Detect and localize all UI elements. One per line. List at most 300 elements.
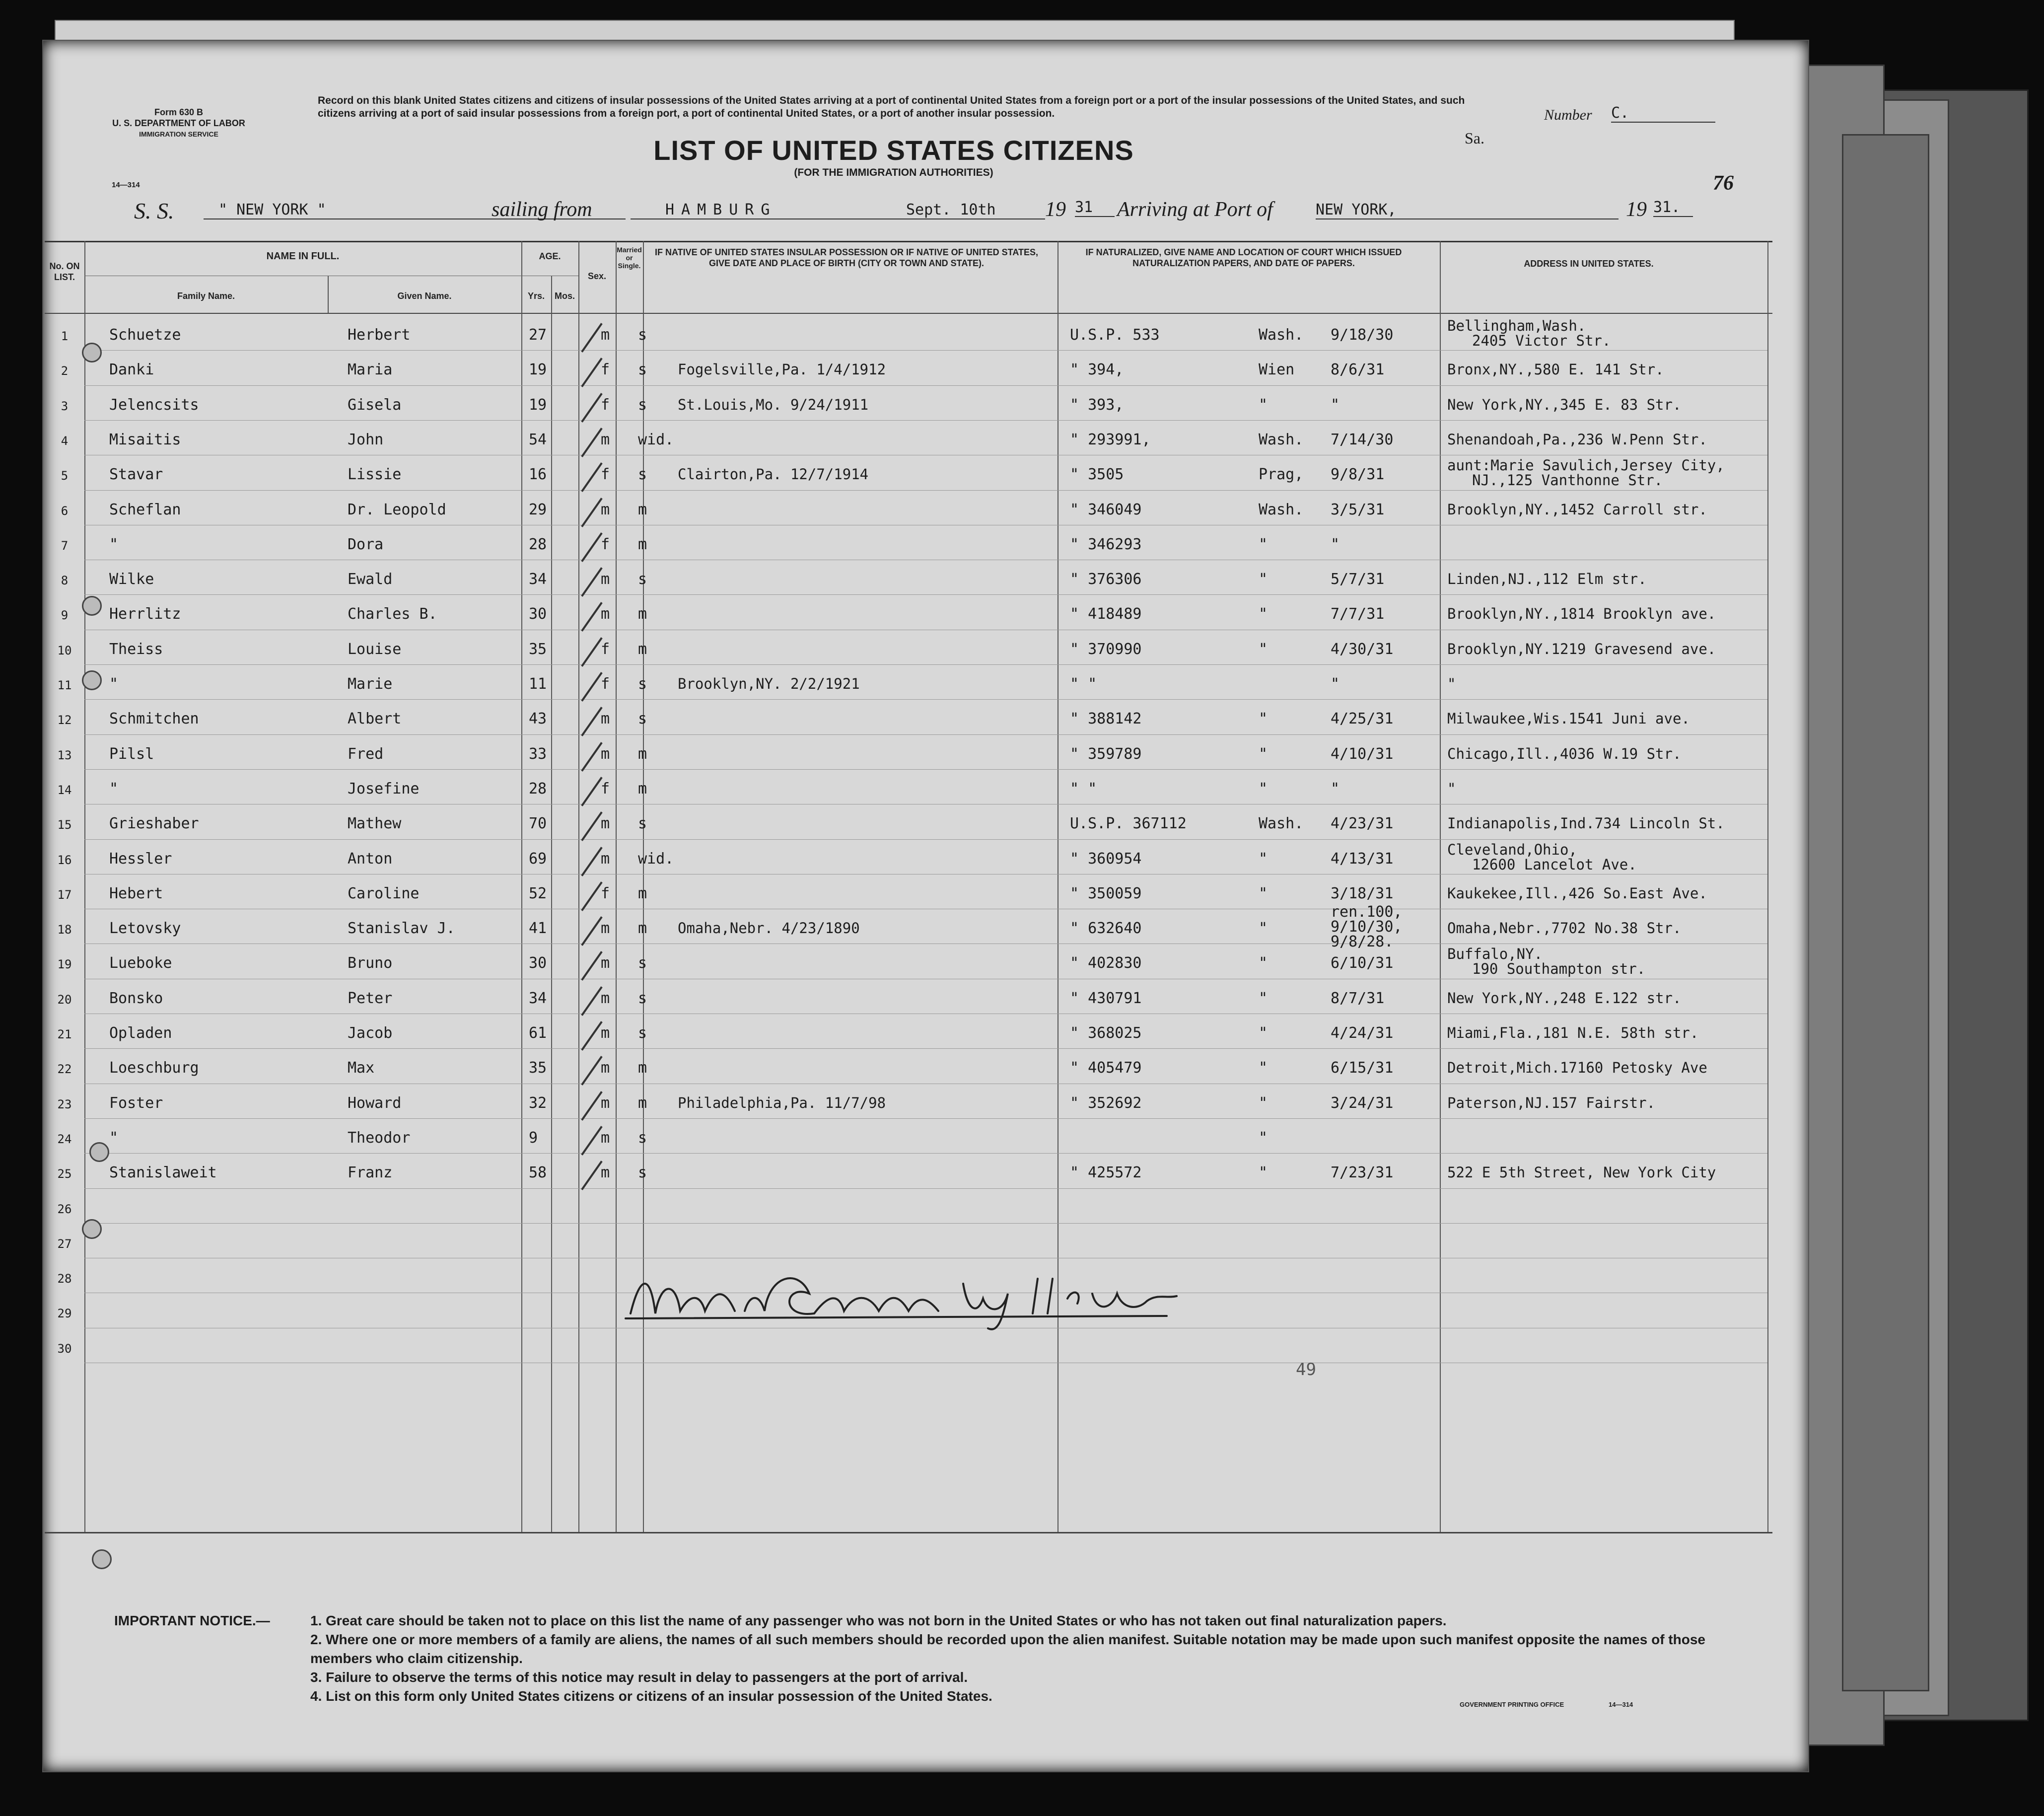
row-number: 28 (57, 1272, 72, 1286)
naturalization-court: " (1259, 954, 1268, 972)
form-number: Form 630 B (154, 107, 204, 117)
age-years: 43 (529, 710, 547, 728)
marital-status: s (638, 675, 647, 693)
age-years: 29 (529, 501, 547, 518)
col-header-family: Family Name. (177, 291, 235, 301)
naturalization-court: " (1259, 1164, 1268, 1182)
naturalization-date: " (1331, 535, 1340, 553)
marital-status: wid. (638, 431, 674, 448)
naturalization-number: " 370990 (1070, 640, 1142, 658)
given-name: Gisela (348, 396, 402, 414)
check-mark (581, 462, 602, 492)
naturalization-date: 3/18/31 (1331, 884, 1394, 902)
page-stack-edge (1842, 134, 1929, 1691)
naturalization-court: " (1259, 1024, 1268, 1042)
address-line-1: Cleveland,Ohio, (1447, 841, 1577, 858)
sex: f (601, 675, 610, 693)
col-header-given: Given Name. (397, 291, 452, 301)
sex: f (601, 535, 610, 553)
check-mark (581, 602, 602, 632)
naturalization-court: " (1259, 780, 1268, 798)
birthplace: Fogelsville,Pa. 1/4/1912 (678, 361, 886, 378)
family-name: Stavar (109, 466, 163, 484)
naturalization-court: " (1259, 1094, 1268, 1112)
printer-mark: GOVERNMENT PRINTING OFFICE (1460, 1701, 1564, 1708)
naturalization-number: " 430791 (1070, 989, 1142, 1007)
naturalization-number: " 632640 (1070, 920, 1142, 938)
age-years: 34 (529, 571, 547, 588)
family-name: Theiss (109, 640, 163, 658)
naturalization-court: " (1259, 920, 1268, 938)
address-line-1: Brooklyn,NY.1219 Gravesend ave. (1447, 640, 1716, 657)
address-line-2: 12600 Lancelot Ave. (1472, 856, 1637, 873)
given-name: Jacob (348, 1024, 393, 1042)
check-mark (581, 1056, 602, 1086)
given-name: Lissie (348, 466, 402, 484)
marital-status: s (638, 396, 647, 414)
given-name: Josefine (348, 780, 420, 798)
ss-label: S. S. (134, 198, 174, 223)
age-years: 32 (529, 1094, 547, 1112)
address-line-1: aunt:Marie Savulich,Jersey City, (1447, 457, 1725, 474)
family-name: " (109, 1129, 119, 1147)
check-mark (581, 881, 602, 911)
col-header-naturalized: IF NATURALIZED, GIVE NAME AND LOCATION OF COURT WHICH ISSUED NATURALIZATION PAPERS, AND DATE OF PAPERS. (1085, 247, 1402, 268)
naturalization-number: " 402830 (1070, 954, 1142, 972)
marital-status: m (638, 745, 647, 763)
sex: f (601, 396, 610, 414)
row-number: 9 (61, 608, 69, 623)
column-divider (616, 241, 617, 1532)
family-name: Schmitchen (109, 710, 199, 728)
age-years: 30 (529, 954, 547, 972)
naturalization-date: 9/18/30 (1331, 326, 1394, 344)
departure-date: Sept. 10th (896, 201, 1045, 219)
sailing-from-label: sailing from (492, 198, 592, 221)
address-line-1: Miami,Fla.,181 N.E. 58th str. (1447, 1024, 1699, 1041)
row-number: 15 (57, 818, 72, 832)
binder-hole (82, 1219, 102, 1239)
marital-status: m (638, 780, 647, 798)
form-identification (94, 107, 263, 140)
address-line-2: 2405 Victor Str. (1472, 332, 1611, 349)
age-years: 70 (529, 815, 547, 833)
sex: f (601, 361, 610, 379)
naturalization-court: " (1259, 571, 1268, 588)
row-rule (84, 769, 1767, 770)
naturalization-date: 6/10/31 (1331, 954, 1394, 972)
check-mark (581, 986, 602, 1016)
row-rule (84, 420, 1767, 421)
check-mark (581, 1021, 602, 1051)
given-name: Albert (348, 710, 402, 728)
sa-label: Sa. (1465, 129, 1484, 147)
row-rule (84, 1118, 1767, 1119)
check-mark (581, 1161, 602, 1190)
row-number: 21 (57, 1027, 72, 1041)
col-header-sex: Sex. (587, 271, 607, 281)
sex: m (601, 326, 610, 344)
given-name: Dr. Leopold (348, 501, 446, 518)
address-line-1: Chicago,Ill.,4036 W.19 Str. (1447, 745, 1682, 762)
service: IMMIGRATION SERVICE (139, 130, 218, 138)
naturalization-date: " (1331, 675, 1340, 693)
row-number: 18 (57, 923, 72, 937)
binder-hole (89, 1142, 109, 1162)
given-name: Maria (348, 361, 393, 379)
arriving-label: Arriving at Port of (1117, 198, 1273, 221)
naturalization-number: " " (1070, 675, 1097, 693)
sex: m (601, 605, 610, 623)
naturalization-court: " (1259, 710, 1268, 728)
check-mark (581, 393, 602, 423)
marital-status: s (638, 989, 647, 1007)
naturalization-court: " (1259, 1129, 1268, 1147)
sex: m (601, 571, 610, 588)
page-subtitle: (FOR THE IMMIGRATION AUTHORITIES) (794, 167, 993, 178)
marital-status: s (638, 1024, 647, 1042)
naturalization-number: " 346293 (1070, 535, 1142, 553)
naturalization-number: " 376306 (1070, 571, 1142, 588)
age-years: 28 (529, 780, 547, 798)
marital-status: s (638, 361, 647, 379)
row-number: 16 (57, 853, 72, 867)
naturalization-date: 6/15/31 (1331, 1059, 1394, 1077)
naturalization-court: " (1259, 535, 1268, 553)
naturalization-date: 9/8/31 (1331, 466, 1385, 484)
check-mark (581, 707, 602, 736)
naturalization-court: " (1259, 396, 1268, 414)
col-header-no: No. ON LIST. (49, 261, 80, 282)
marital-status: wid. (638, 850, 674, 868)
check-mark (581, 358, 602, 387)
year-prefix: 19 (1045, 198, 1066, 221)
row-number: 12 (57, 713, 72, 727)
family-name: Grieshaber (109, 815, 199, 833)
family-name: " (109, 780, 119, 798)
naturalization-number: " 425572 (1070, 1164, 1142, 1182)
address-line-1: Kaukekee,Ill.,426 So.East Ave. (1447, 884, 1707, 902)
row-rule (84, 350, 1767, 351)
family-name: Opladen (109, 1024, 172, 1042)
row-number: 5 (61, 469, 69, 483)
row-number: 3 (61, 399, 69, 413)
address-line-1: " (1447, 780, 1456, 797)
family-name: Pilsl (109, 745, 154, 763)
naturalization-number: " 393, (1070, 396, 1124, 414)
address-line-2: NJ.,125 Vanthonne Str. (1472, 472, 1663, 489)
given-name: Anton (348, 850, 393, 868)
marital-status: s (638, 326, 647, 344)
naturalization-date: 4/10/31 (1331, 745, 1394, 763)
marital-status: s (638, 466, 647, 484)
stamp-number: 49 (1296, 1360, 1316, 1380)
age-years: 11 (529, 675, 547, 693)
marital-status: s (638, 1129, 647, 1147)
birthplace: Omaha,Nebr. 4/23/1890 (678, 920, 860, 937)
given-name: Bruno (348, 954, 393, 972)
marital-status: s (638, 954, 647, 972)
table-header-rule (45, 313, 1772, 314)
naturalization-number: " 394, (1070, 361, 1124, 379)
check-mark (581, 1126, 602, 1156)
address-line-1: Linden,NJ.,112 Elm str. (1447, 571, 1647, 588)
row-number: 14 (57, 783, 72, 797)
marital-status: m (638, 920, 647, 938)
check-mark (581, 532, 602, 562)
naturalization-number: " 346049 (1070, 501, 1142, 518)
given-name: Ewald (348, 571, 393, 588)
given-name: Herbert (348, 326, 411, 344)
number-label: Number (1544, 107, 1592, 123)
handwritten-signature (621, 1264, 1192, 1333)
family-name: Wilke (109, 571, 154, 588)
naturalization-date: 8/6/31 (1331, 361, 1385, 379)
given-name: Dora (348, 535, 384, 553)
marital-status: s (638, 710, 647, 728)
row-rule (84, 1048, 1767, 1049)
row-number: 2 (61, 364, 69, 378)
family-name: Danki (109, 361, 154, 379)
row-rule (84, 490, 1767, 491)
port-of-arrival: NEW YORK, (1316, 201, 1619, 219)
naturalization-date: 7/14/30 (1331, 431, 1394, 448)
column-divider (1440, 241, 1441, 1532)
sex: f (601, 640, 610, 658)
notice-item: 4. List on this form only United States citizens or citizens of an insular possession of the United States. (310, 1688, 992, 1704)
age-years: 35 (529, 640, 547, 658)
family-name: Stanislaweit (109, 1164, 217, 1182)
naturalization-court: " (1259, 640, 1268, 658)
form-code: 14—314 (112, 181, 140, 189)
family-name: Letovsky (109, 920, 181, 938)
age-years: 9 (529, 1129, 538, 1147)
notice-label: IMPORTANT NOTICE.— (114, 1613, 270, 1628)
marital-status: m (638, 1059, 647, 1077)
naturalization-date: 8/7/31 (1331, 989, 1385, 1007)
check-mark (581, 498, 602, 527)
age-years: 19 (529, 396, 547, 414)
family-name: Lueboke (109, 954, 172, 972)
family-name: Herrlitz (109, 605, 181, 623)
row-number: 17 (57, 887, 72, 902)
birthplace: Clairton,Pa. 12/7/1914 (678, 466, 869, 483)
age-years: 34 (529, 989, 547, 1007)
naturalization-date: " (1331, 396, 1340, 414)
col-header-address: ADDRESS IN UNITED STATES. (1524, 259, 1654, 269)
binder-hole (92, 1549, 112, 1569)
table-bottom-rule (45, 1532, 1772, 1533)
column-divider (551, 276, 552, 1532)
naturalization-number: " 368025 (1070, 1024, 1142, 1042)
sex: m (601, 1059, 610, 1077)
row-number: 22 (57, 1062, 72, 1077)
address-line-1: Bronx,NY.,580 E. 141 Str. (1447, 361, 1664, 378)
birthplace: St.Louis,Mo. 9/24/1911 (678, 396, 869, 413)
naturalization-number: " 359789 (1070, 745, 1142, 763)
address-line-1: " (1447, 675, 1456, 692)
row-number: 13 (57, 748, 72, 762)
age-years: 69 (529, 850, 547, 868)
given-name: Caroline (348, 884, 420, 902)
sex: m (601, 920, 610, 938)
column-divider (328, 276, 329, 313)
sex: m (601, 850, 610, 868)
departure-year: 31 (1075, 199, 1115, 217)
given-name: Marie (348, 675, 393, 693)
given-name: Max (348, 1059, 375, 1077)
age-years: 28 (529, 535, 547, 553)
row-rule (84, 839, 1767, 840)
check-mark (581, 777, 602, 806)
column-divider (1057, 241, 1058, 1532)
check-mark (581, 811, 602, 841)
naturalization-number: U.S.P. 367112 (1070, 815, 1187, 833)
col-header-name: NAME IN FULL. (266, 251, 340, 262)
naturalization-number: " 405479 (1070, 1059, 1142, 1077)
check-mark (581, 742, 602, 772)
row-number: 10 (57, 643, 72, 657)
col-header-birth: IF NATIVE OF UNITED STATES INSULAR POSSESSION OR IF NATIVE OF UNITED STATES, GIVE DATE AND PLACE OF BIRTH (CITY OR TOWN AND STATE). (654, 247, 1039, 268)
marital-status: m (638, 605, 647, 623)
port-of-departure: HAMBURG (631, 201, 923, 219)
address-line-1: New York,NY.,345 E. 83 Str. (1447, 396, 1682, 413)
check-mark (581, 637, 602, 667)
age-years: 16 (529, 466, 547, 484)
age-years: 35 (529, 1059, 547, 1077)
naturalization-court: " (1259, 989, 1268, 1007)
row-number: 6 (61, 504, 69, 518)
naturalization-court: " (1259, 850, 1268, 868)
naturalization-date: 4/24/31 (1331, 1024, 1394, 1042)
arrival-year: 31. (1653, 199, 1693, 217)
marital-status: s (638, 815, 647, 833)
notice-item: 1. Great care should be taken not to place on this list the name of any passenger who was not born in the United States or who has not taken out final naturalization papers. (310, 1613, 1447, 1628)
naturalization-date: " (1331, 780, 1340, 798)
naturalization-date: 4/23/31 (1331, 815, 1394, 833)
marital-status: m (638, 501, 647, 518)
sex: m (601, 710, 610, 728)
sex: m (601, 501, 610, 518)
row-number: 26 (57, 1202, 72, 1216)
naturalization-court: " (1259, 605, 1268, 623)
naturalization-date: 7/7/31 (1331, 605, 1385, 623)
sex: m (601, 1024, 610, 1042)
row-rule (84, 699, 1767, 700)
naturalization-number: " 360954 (1070, 850, 1142, 868)
naturalization-court: Wash. (1259, 815, 1304, 833)
naturalization-date: 3/5/31 (1331, 501, 1385, 518)
col-header-age: AGE. (539, 251, 561, 261)
marital-status: m (638, 884, 647, 902)
marital-status: s (638, 1164, 647, 1182)
naturalization-number: " 293991, (1070, 431, 1151, 448)
age-years: 58 (529, 1164, 547, 1182)
address-line-1: New York,NY.,248 E.122 str. (1447, 989, 1682, 1007)
row-rule (84, 1153, 1767, 1154)
row-number: 11 (57, 678, 72, 692)
family-name: Bonsko (109, 989, 163, 1007)
naturalization-number: " 418489 (1070, 605, 1142, 623)
address-line-1: Detroit,Mich.17160 Petosky Ave (1447, 1059, 1707, 1077)
age-years: 61 (529, 1024, 547, 1042)
row-number: 30 (57, 1341, 72, 1356)
family-name: Hebert (109, 884, 163, 902)
marital-status: s (638, 571, 647, 588)
row-rule (84, 594, 1767, 595)
sex: f (601, 466, 610, 484)
naturalization-court: " (1259, 745, 1268, 763)
sex: m (601, 1129, 610, 1147)
address-line-1: Paterson,NJ.157 Fairstr. (1447, 1094, 1656, 1111)
family-name: Jelencsits (109, 396, 199, 414)
column-divider (84, 241, 85, 1532)
address-line-1: Milwaukee,Wis.1541 Juni ave. (1447, 710, 1690, 727)
row-rule (84, 664, 1767, 665)
naturalization-court: " (1259, 1059, 1268, 1077)
address-line-1: Omaha,Nebr.,7702 No.38 Str. (1447, 920, 1682, 937)
naturalization-number: " 388142 (1070, 710, 1142, 728)
naturalization-date: ren.100, 9/10/30, 9/8/28. (1331, 903, 1403, 951)
marital-status: m (638, 640, 647, 658)
row-number: 29 (57, 1307, 72, 1321)
sex: f (601, 884, 610, 902)
passenger-table (45, 241, 1772, 1532)
sex: m (601, 954, 610, 972)
marital-status: m (638, 535, 647, 553)
age-years: 19 (529, 361, 547, 379)
binder-hole (82, 596, 102, 616)
row-number: 4 (61, 434, 69, 448)
record-note: Record on this blank United States citizens and citizens of insular possessions of the United States arriving at a port of continental United States from a foreign port or a port of the insular possessions of the United States, and such citizens arriving at a port of said insular possessions from a foreign port, a port of continental United States, or a port of another insular possession. (318, 95, 1465, 119)
given-name: Mathew (348, 815, 402, 833)
naturalization-court: Wash. (1259, 431, 1304, 448)
row-rule (84, 1223, 1767, 1224)
birthplace: Philadelphia,Pa. 11/7/98 (678, 1094, 886, 1111)
binder-hole (82, 670, 102, 690)
number-value: C. (1611, 104, 1715, 123)
naturalization-date: 4/13/31 (1331, 850, 1394, 868)
given-name: Louise (348, 640, 402, 658)
address-line-1: Indianapolis,Ind.734 Lincoln St. (1447, 815, 1725, 832)
age-years: 54 (529, 431, 547, 448)
family-name: Schuetze (109, 326, 181, 344)
naturalization-court: Wien (1259, 361, 1295, 379)
given-name: Peter (348, 989, 393, 1007)
check-mark (581, 672, 602, 702)
naturalization-number: " 352692 (1070, 1094, 1142, 1112)
notice-items (310, 1611, 1750, 1706)
given-name: Stanislav J. (348, 920, 455, 938)
marital-status: m (638, 1094, 647, 1112)
naturalization-number: U.S.P. 533 (1070, 326, 1160, 344)
check-mark (581, 847, 602, 876)
row-number: 8 (61, 574, 69, 588)
given-name: Charles B. (348, 605, 437, 623)
naturalization-date: 5/7/31 (1331, 571, 1385, 588)
given-name: Fred (348, 745, 384, 763)
check-mark (581, 567, 602, 597)
birthplace: Brooklyn,NY. 2/2/1921 (678, 675, 860, 692)
notice-item: 3. Failure to observe the terms of this notice may result in delay to passengers at the port of arrival. (310, 1670, 968, 1685)
check-mark (581, 428, 602, 457)
sex: m (601, 431, 610, 448)
row-number: 24 (57, 1132, 72, 1146)
family-name: Foster (109, 1094, 163, 1112)
address-line-1: Buffalo,NY. (1447, 945, 1543, 963)
row-number: 7 (61, 538, 69, 553)
row-number: 19 (57, 957, 72, 972)
